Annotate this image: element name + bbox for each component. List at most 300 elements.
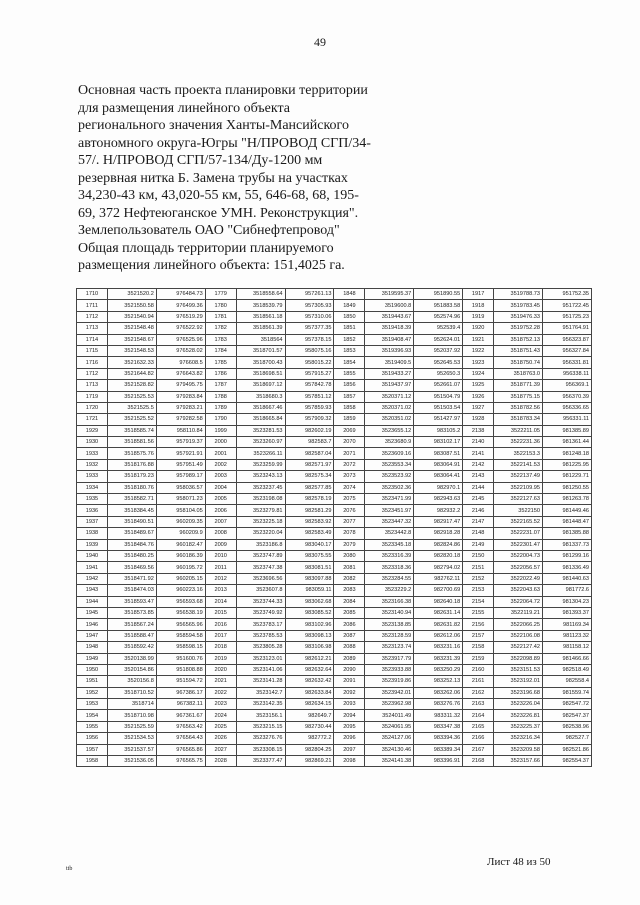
point-number-cell: 2077 xyxy=(334,516,365,527)
coordinate-cell: 3518775.15 xyxy=(494,391,543,402)
point-number-cell: 1787 xyxy=(205,380,236,391)
coordinate-cell: 981466.66 xyxy=(543,653,592,664)
coordinate-cell: 957909.32 xyxy=(285,414,334,425)
coordinate-cell: 3518490.51 xyxy=(107,516,156,527)
point-number-cell: 1848 xyxy=(334,289,365,300)
coordinate-cell: 982918.28 xyxy=(414,528,463,539)
table-row xyxy=(77,437,592,448)
table-row xyxy=(77,630,592,641)
coordinate-cell: 957919.37 xyxy=(156,437,205,448)
corner-mark: ttb xyxy=(66,866,73,872)
coordinate-cell: 3523523.92 xyxy=(365,471,414,482)
coordinate-cell: 960205.15 xyxy=(156,573,205,584)
page-number: 49 xyxy=(314,35,326,49)
coordinate-cell: 982587.04 xyxy=(285,448,334,459)
point-number-cell: 2085 xyxy=(334,607,365,618)
coordinate-cell: 981559.74 xyxy=(543,687,592,698)
coordinate-cell: 983087.51 xyxy=(414,448,463,459)
point-number-cell: 1859 xyxy=(334,414,365,425)
coordinate-cell: 3521525.53 xyxy=(107,391,156,402)
point-number-cell: 2020 xyxy=(205,664,236,675)
coordinate-cell: 3523747.38 xyxy=(236,562,285,573)
point-number-cell: 1711 xyxy=(77,300,108,311)
table-row xyxy=(77,368,592,379)
point-number-cell: 2143 xyxy=(463,471,494,482)
point-number-cell: 1779 xyxy=(205,289,236,300)
coordinate-cell: 983085.52 xyxy=(285,607,334,618)
coordinate-cell: 983231.16 xyxy=(414,642,463,653)
coordinates-table-body xyxy=(77,289,592,767)
point-number-cell: 2093 xyxy=(334,699,365,710)
coordinate-cell: 3518471.92 xyxy=(107,573,156,584)
coordinate-cell: 3521537.57 xyxy=(107,744,156,755)
point-number-cell: 2000 xyxy=(205,437,236,448)
point-number-cell: 1857 xyxy=(334,391,365,402)
coordinate-cell: 3518561.18 xyxy=(236,311,285,322)
coordinate-cell: 3523220.04 xyxy=(236,528,285,539)
point-number-cell: 1851 xyxy=(334,323,365,334)
coordinate-cell: 981299.16 xyxy=(543,550,592,561)
point-number-cell: 1713 xyxy=(77,380,108,391)
table-row xyxy=(77,345,592,356)
point-number-cell: 1944 xyxy=(77,596,108,607)
coordinate-cell: 982970.1 xyxy=(414,482,463,493)
coordinate-cell: 983098.13 xyxy=(285,630,334,641)
coordinate-cell: 3523308.15 xyxy=(236,744,285,755)
point-number-cell: 2084 xyxy=(334,596,365,607)
point-number-cell: 1710 xyxy=(77,289,108,300)
coordinate-cell: 3523933.88 xyxy=(365,664,414,675)
point-number-cell: 1951 xyxy=(77,676,108,687)
coordinate-cell: 951594.72 xyxy=(156,676,205,687)
point-number-cell: 2069 xyxy=(334,425,365,436)
coordinate-cell: 3523962.98 xyxy=(365,699,414,710)
point-number-cell: 2149 xyxy=(463,539,494,550)
coordinate-cell: 3522043.63 xyxy=(494,585,543,596)
point-number-cell: 1941 xyxy=(77,562,108,573)
coordinate-cell: 958036.57 xyxy=(156,482,205,493)
coordinate-cell: 3520351.02 xyxy=(365,414,414,425)
point-number-cell: 1712 xyxy=(77,368,108,379)
coordinate-cell: 3523196.68 xyxy=(494,687,543,698)
table-row xyxy=(77,573,592,584)
point-number-cell: 2142 xyxy=(463,459,494,470)
table-row xyxy=(77,505,592,516)
point-number-cell: 2152 xyxy=(463,573,494,584)
coordinate-cell: 956593.68 xyxy=(156,596,205,607)
coordinate-cell: 3523785.53 xyxy=(236,630,285,641)
coordinate-cell: 982583.7 xyxy=(285,437,334,448)
coordinate-cell: 3519409.5 xyxy=(365,357,414,368)
point-number-cell: 1719 xyxy=(77,391,108,402)
coordinate-cell: 3523192.01 xyxy=(494,676,543,687)
coordinate-cell: 957921.91 xyxy=(156,448,205,459)
point-number-cell: 2011 xyxy=(205,562,236,573)
coordinate-cell: 951722.45 xyxy=(543,300,592,311)
coordinate-cell: 3523151.53 xyxy=(494,664,543,675)
point-number-cell: 2080 xyxy=(334,550,365,561)
coordinate-cell: 3523142.35 xyxy=(236,699,285,710)
coordinate-cell: 3518489.67 xyxy=(107,528,156,539)
point-number-cell: 1721 xyxy=(77,414,108,425)
table-row xyxy=(77,528,592,539)
coordinate-cell: 3523744.33 xyxy=(236,596,285,607)
coordinate-cell: 979283.84 xyxy=(156,391,205,402)
coordinate-cell: 982547.37 xyxy=(543,710,592,721)
sheet-label: Лист 48 из 50 xyxy=(487,856,551,868)
point-number-cell: 2140 xyxy=(463,437,494,448)
coordinate-cell: 983102.17 xyxy=(414,437,463,448)
coordinate-cell: 3523502.36 xyxy=(365,482,414,493)
coordinate-cell: 952645.53 xyxy=(414,357,463,368)
point-number-cell: 2022 xyxy=(205,687,236,698)
point-number-cell: 1922 xyxy=(463,345,494,356)
point-number-cell: 1856 xyxy=(334,380,365,391)
coordinate-cell: 3521644.82 xyxy=(107,368,156,379)
coordinate-cell: 3523318.36 xyxy=(365,562,414,573)
point-number-cell: 2021 xyxy=(205,676,236,687)
coordinate-cell: 960182.47 xyxy=(156,539,205,550)
coordinate-cell: 3524127.06 xyxy=(365,733,414,744)
coordinate-cell: 3518763.0 xyxy=(494,368,543,379)
table-row xyxy=(77,607,592,618)
coordinate-cell: 957378.15 xyxy=(285,334,334,345)
coordinate-cell: 983394.36 xyxy=(414,733,463,744)
coordinate-cell: 976499.36 xyxy=(156,300,205,311)
coordinate-cell: 3518384.45 xyxy=(107,505,156,516)
coordinate-cell: 3521534.53 xyxy=(107,733,156,744)
coordinate-cell: 981169.34 xyxy=(543,619,592,630)
point-number-cell: 1952 xyxy=(77,687,108,698)
coordinate-cell: 3523142.7 xyxy=(236,687,285,698)
coordinate-cell: 3518710.98 xyxy=(107,710,156,721)
point-number-cell: 2086 xyxy=(334,619,365,630)
coordinate-cell: 956369.1 xyxy=(543,380,592,391)
point-number-cell: 1957 xyxy=(77,744,108,755)
coordinate-cell: 976528.02 xyxy=(156,345,205,356)
point-number-cell: 2166 xyxy=(463,733,494,744)
point-number-cell: 1720 xyxy=(77,402,108,413)
coordinate-cell: 3518782.56 xyxy=(494,402,543,413)
point-number-cell: 2074 xyxy=(334,482,365,493)
point-number-cell: 2163 xyxy=(463,699,494,710)
point-number-cell: 1854 xyxy=(334,357,365,368)
coordinate-cell: 960223.16 xyxy=(156,585,205,596)
point-number-cell: 2144 xyxy=(463,482,494,493)
coordinate-cell: 983097.88 xyxy=(285,573,334,584)
table-row xyxy=(77,414,592,425)
coordinate-cell: 3518588.47 xyxy=(107,630,156,641)
point-number-cell: 2156 xyxy=(463,619,494,630)
coordinate-cell: 3519433.27 xyxy=(365,368,414,379)
point-number-cell: 2146 xyxy=(463,505,494,516)
coordinate-cell: 976565.75 xyxy=(156,756,205,767)
table-row xyxy=(77,323,592,334)
coordinate-cell: 957310.06 xyxy=(285,311,334,322)
point-number-cell: 1927 xyxy=(463,402,494,413)
point-number-cell: 2009 xyxy=(205,539,236,550)
point-number-cell: 1858 xyxy=(334,402,365,413)
table-row xyxy=(77,300,592,311)
coordinate-cell: 3522127.63 xyxy=(494,494,543,505)
coordinate-cell: 3518752.13 xyxy=(494,334,543,345)
point-number-cell: 2079 xyxy=(334,539,365,550)
coordinate-cell: 983262.06 xyxy=(414,687,463,698)
coordinate-cell: 982571.97 xyxy=(285,459,334,470)
coordinate-cell: 3518581.56 xyxy=(107,437,156,448)
coordinate-cell: 981123.32 xyxy=(543,630,592,641)
point-number-cell: 1928 xyxy=(463,414,494,425)
coordinate-cell: 982772.2 xyxy=(285,733,334,744)
point-number-cell: 2165 xyxy=(463,721,494,732)
point-number-cell: 2076 xyxy=(334,505,365,516)
coordinate-cell: 3523215.15 xyxy=(236,721,285,732)
coordinate-cell: 3523259.99 xyxy=(236,459,285,470)
point-number-cell: 1714 xyxy=(77,334,108,345)
coordinate-cell: 3523128.59 xyxy=(365,630,414,641)
coordinate-cell: 3523442.8 xyxy=(365,528,414,539)
coordinate-cell: 957851.12 xyxy=(285,391,334,402)
coordinate-cell: 981440.63 xyxy=(543,573,592,584)
coordinate-cell: 958015.22 xyxy=(285,357,334,368)
point-number-cell: 2157 xyxy=(463,630,494,641)
coordinate-cell: 3522098.89 xyxy=(494,653,543,664)
point-number-cell: 2097 xyxy=(334,744,365,755)
point-number-cell: 2159 xyxy=(463,653,494,664)
coordinate-cell: 958071.23 xyxy=(156,494,205,505)
coordinate-cell: 983105.2 xyxy=(414,425,463,436)
table-row xyxy=(77,380,592,391)
coordinate-cell: 982640.18 xyxy=(414,596,463,607)
coordinate-cell: 983250.29 xyxy=(414,664,463,675)
coordinate-cell: 3522106.08 xyxy=(494,630,543,641)
coordinate-cell: 3522004.73 xyxy=(494,550,543,561)
coordinate-cell: 3523749.92 xyxy=(236,607,285,618)
table-row xyxy=(77,311,592,322)
coordinate-cell: 951503.54 xyxy=(414,402,463,413)
coordinate-cell: 981250.55 xyxy=(543,482,592,493)
point-number-cell: 2151 xyxy=(463,562,494,573)
point-number-cell: 2071 xyxy=(334,448,365,459)
coordinate-cell: 982518.49 xyxy=(543,664,592,675)
coordinate-cell: 958110.84 xyxy=(156,425,205,436)
coordinate-cell: 3519595.37 xyxy=(365,289,414,300)
coordinate-cell: 982547.72 xyxy=(543,699,592,710)
coordinate-cell: 976525.96 xyxy=(156,334,205,345)
point-number-cell: 2013 xyxy=(205,585,236,596)
point-number-cell: 2090 xyxy=(334,664,365,675)
point-number-cell: 1950 xyxy=(77,664,108,675)
coordinate-cell: 951427.97 xyxy=(414,414,463,425)
coordinate-cell: 3523316.39 xyxy=(365,550,414,561)
point-number-cell: 1930 xyxy=(77,437,108,448)
table-row xyxy=(77,402,592,413)
coordinate-cell: 957915.27 xyxy=(285,368,334,379)
point-number-cell: 2023 xyxy=(205,699,236,710)
coordinate-cell: 3522301.47 xyxy=(494,539,543,550)
coordinate-cell: 981772.6 xyxy=(543,585,592,596)
point-number-cell: 2141 xyxy=(463,448,494,459)
point-number-cell: 2006 xyxy=(205,505,236,516)
point-number-cell: 2025 xyxy=(205,721,236,732)
coordinate-cell: 951504.79 xyxy=(414,391,463,402)
coordinate-cell: 3522141.53 xyxy=(494,459,543,470)
coordinate-cell: 3524130.46 xyxy=(365,744,414,755)
coordinate-cell: 3523225.18 xyxy=(236,516,285,527)
point-number-cell: 1783 xyxy=(205,334,236,345)
point-number-cell: 2016 xyxy=(205,619,236,630)
coordinate-cell: 960195.72 xyxy=(156,562,205,573)
coordinate-cell: 982538.96 xyxy=(543,721,592,732)
table-row xyxy=(77,459,592,470)
point-number-cell: 1923 xyxy=(463,357,494,368)
point-number-cell: 2167 xyxy=(463,744,494,755)
point-number-cell: 1958 xyxy=(77,756,108,767)
point-number-cell: 1936 xyxy=(77,505,108,516)
coordinate-cell: 3523123.74 xyxy=(365,642,414,653)
point-number-cell: 2024 xyxy=(205,710,236,721)
coordinate-cell: 956565.96 xyxy=(156,619,205,630)
point-number-cell: 2015 xyxy=(205,607,236,618)
point-number-cell: 2007 xyxy=(205,516,236,527)
coordinate-cell: 956331.81 xyxy=(543,357,592,368)
coordinate-cell: 960209.35 xyxy=(156,516,205,527)
coordinate-cell: 983059.11 xyxy=(285,585,334,596)
point-number-cell: 2083 xyxy=(334,585,365,596)
table-row xyxy=(77,550,592,561)
coordinate-cell: 983347.38 xyxy=(414,721,463,732)
coordinate-cell: 982943.63 xyxy=(414,494,463,505)
table-row xyxy=(77,482,592,493)
coordinate-cell: 951764.91 xyxy=(543,323,592,334)
table-row xyxy=(77,642,592,653)
point-number-cell: 2168 xyxy=(463,756,494,767)
coordinate-cell: 982521.86 xyxy=(543,744,592,755)
coordinate-cell: 983276.76 xyxy=(414,699,463,710)
table-row xyxy=(77,585,592,596)
table-row xyxy=(77,471,592,482)
coordinate-cell: 3519396.93 xyxy=(365,345,414,356)
point-number-cell: 2078 xyxy=(334,528,365,539)
coordinate-cell: 951808.88 xyxy=(156,664,205,675)
coordinate-cell: 952574.96 xyxy=(414,311,463,322)
table-row xyxy=(77,687,592,698)
table-row xyxy=(77,733,592,744)
coordinate-cell: 982632.64 xyxy=(285,664,334,675)
point-number-cell: 1712 xyxy=(77,311,108,322)
coordinate-cell: 967386.17 xyxy=(156,687,205,698)
coordinate-cell: 981158.12 xyxy=(543,642,592,653)
coordinate-cell: 3522231.36 xyxy=(494,437,543,448)
coordinate-cell: 3523553.34 xyxy=(365,459,414,470)
point-number-cell: 1926 xyxy=(463,391,494,402)
coordinate-cell: 983062.68 xyxy=(285,596,334,607)
coordinate-cell: 3523276.76 xyxy=(236,733,285,744)
table-row xyxy=(77,448,592,459)
point-number-cell: 2002 xyxy=(205,459,236,470)
coordinate-cell: 957305.93 xyxy=(285,300,334,311)
coordinate-cell: 3518700.43 xyxy=(236,357,285,368)
point-number-cell: 1713 xyxy=(77,323,108,334)
table-row xyxy=(77,699,592,710)
coordinate-cell: 983389.34 xyxy=(414,744,463,755)
coordinate-cell: 3523805.28 xyxy=(236,642,285,653)
coordinate-cell: 3522066.25 xyxy=(494,619,543,630)
coordinate-cell: 3523141.28 xyxy=(236,676,285,687)
table-row xyxy=(77,596,592,607)
coordinate-cell: 3519600.8 xyxy=(365,300,414,311)
coordinate-cell: 957842.78 xyxy=(285,380,334,391)
coordinate-cell: 3523471.99 xyxy=(365,494,414,505)
coordinate-cell: 3518484.76 xyxy=(107,539,156,550)
coordinate-cell: 3519443.67 xyxy=(365,311,414,322)
coordinate-cell: 982631.14 xyxy=(414,607,463,618)
coordinate-cell: 981385.89 xyxy=(543,425,592,436)
coordinate-cell: 958598.15 xyxy=(156,642,205,653)
coordinate-cell: 3522127.42 xyxy=(494,642,543,653)
coordinate-cell: 981248.18 xyxy=(543,448,592,459)
point-number-cell: 1933 xyxy=(77,471,108,482)
coordinate-cell: 982824.86 xyxy=(414,539,463,550)
coordinate-cell: 3522064.72 xyxy=(494,596,543,607)
coordinate-cell: 982730.44 xyxy=(285,721,334,732)
coordinate-cell: 3520371.02 xyxy=(365,402,414,413)
coordinate-cell: 3521525.52 xyxy=(107,414,156,425)
coordinate-cell: 983311.32 xyxy=(414,710,463,721)
coordinate-cell: 3524141.38 xyxy=(365,756,414,767)
coordinate-cell: 952539.4 xyxy=(414,323,463,334)
point-number-cell: 2082 xyxy=(334,573,365,584)
point-number-cell: 1945 xyxy=(77,607,108,618)
point-number-cell: 1782 xyxy=(205,323,236,334)
coordinate-cell: 982820.18 xyxy=(414,550,463,561)
coordinate-cell: 3519408.47 xyxy=(365,334,414,345)
coordinate-cell: 3523917.79 xyxy=(365,653,414,664)
point-number-cell: 2148 xyxy=(463,528,494,539)
point-number-cell: 2018 xyxy=(205,642,236,653)
coordinate-cell: 3521525.59 xyxy=(107,721,156,732)
point-number-cell: 2028 xyxy=(205,756,236,767)
coordinate-cell: 981449.46 xyxy=(543,505,592,516)
coordinate-cell: 976564.43 xyxy=(156,733,205,744)
point-number-cell: 1780 xyxy=(205,300,236,311)
point-number-cell: 1924 xyxy=(463,368,494,379)
coordinate-cell: 3523680.9 xyxy=(365,437,414,448)
coordinate-cell: 3518564 xyxy=(236,334,285,345)
point-number-cell: 2155 xyxy=(463,607,494,618)
coordinate-cell: 982762.11 xyxy=(414,573,463,584)
coordinate-cell: 3522056.57 xyxy=(494,562,543,573)
coordinate-cell: 3523216.34 xyxy=(494,733,543,744)
coordinate-cell: 982804.25 xyxy=(285,744,334,755)
coordinate-cell: 976563.42 xyxy=(156,721,205,732)
coordinate-cell: 3523747.89 xyxy=(236,550,285,561)
coordinate-cell: 3523377.47 xyxy=(236,756,285,767)
coordinate-cell: 951890.55 xyxy=(414,289,463,300)
point-number-cell: 1929 xyxy=(77,425,108,436)
coordinate-cell: 3523229.2 xyxy=(365,585,414,596)
coordinate-cell: 3518474.03 xyxy=(107,585,156,596)
coordinate-cell: 3524061.95 xyxy=(365,721,414,732)
coordinates-table xyxy=(76,288,592,767)
coordinate-cell: 3520138.99 xyxy=(107,653,156,664)
coordinate-cell: 981393.37 xyxy=(543,607,592,618)
point-number-cell: 1943 xyxy=(77,585,108,596)
coordinate-cell: 3522153.3 xyxy=(494,448,543,459)
point-number-cell: 1853 xyxy=(334,345,365,356)
point-number-cell: 1781 xyxy=(205,311,236,322)
point-number-cell: 2096 xyxy=(334,733,365,744)
